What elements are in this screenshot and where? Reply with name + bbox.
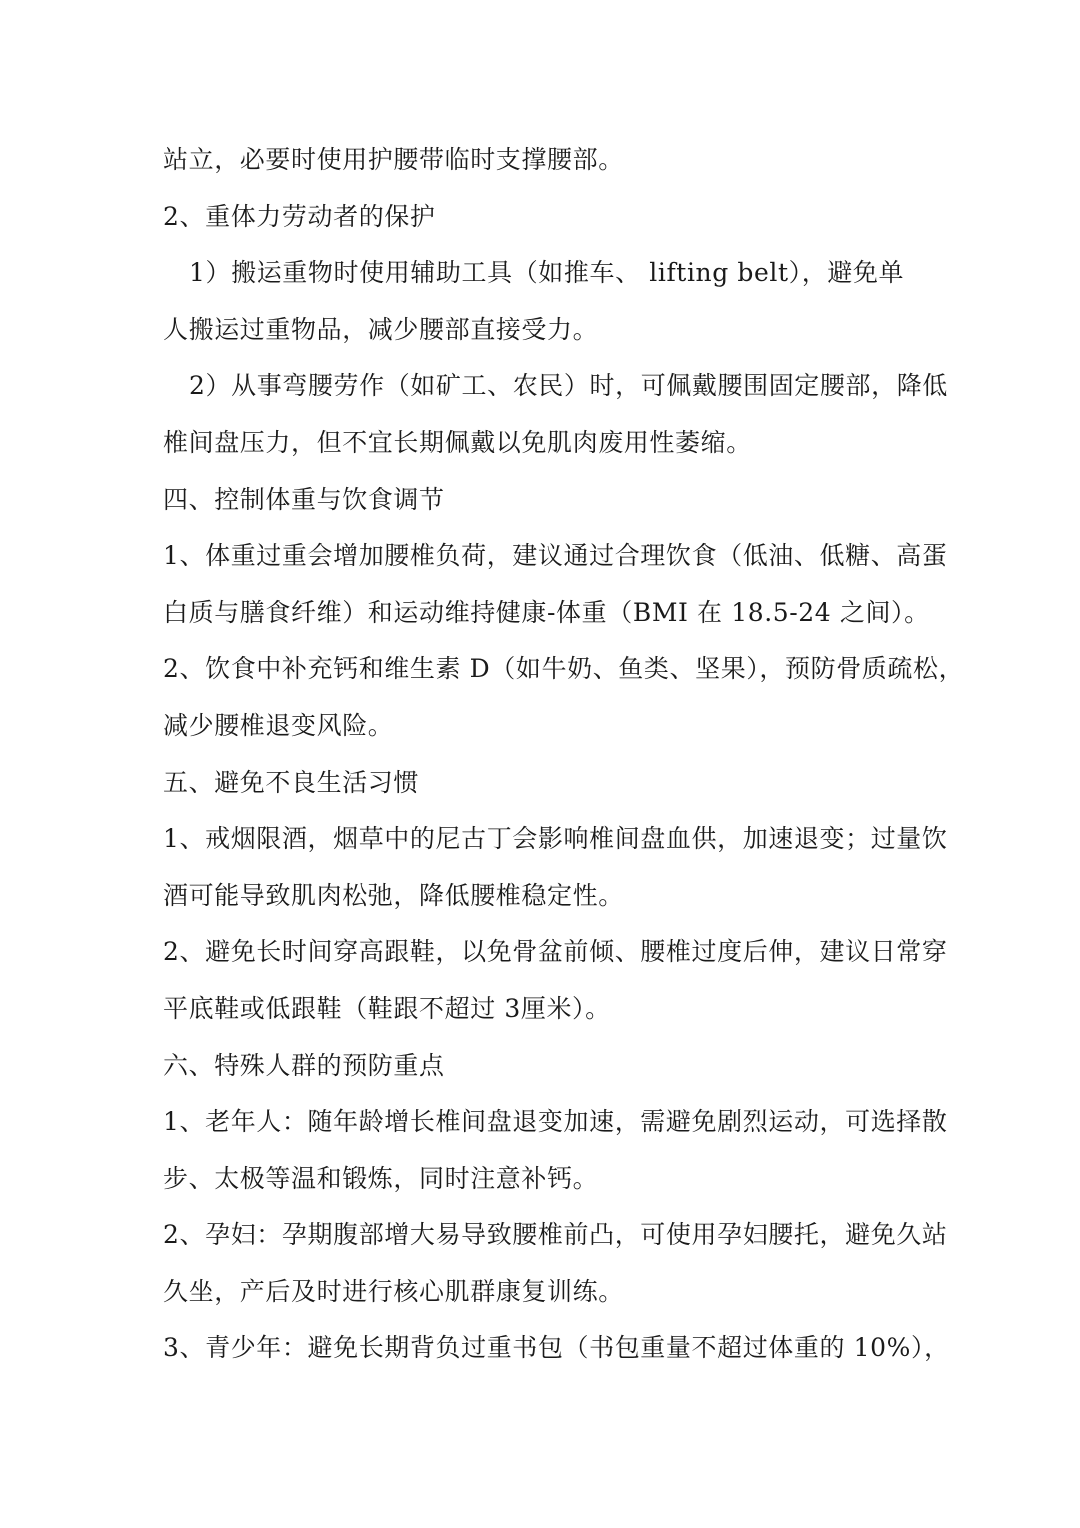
text-line-15: 2、避免长时间穿高跟鞋，以免骨盆前倾、腰椎过度后伸，建议日常穿 — [163, 937, 948, 967]
section-heading-weight-diet: 四、控制体重与饮食调节 — [163, 484, 445, 514]
text-line-10: 2、饮食中补充钙和维生素 D（如牛奶、鱼类、坚果），预防骨质疏松， — [163, 654, 965, 684]
section-heading-special-groups: 六、特殊人群的预防重点 — [163, 1050, 445, 1080]
text-line-20: 2、孕妇：孕期腹部增大易导致腰椎前凸，可使用孕妇腰托，避免久站 — [163, 1220, 948, 1250]
section-heading-heavy-labor: 2、重体力劳动者的保护 — [163, 201, 436, 231]
text-line-22: 3、青少年：避免长期背负过重书包（书包重量不超过体重的 10%）， — [163, 1333, 950, 1363]
section-heading-bad-habits: 五、避免不良生活习惯 — [163, 767, 420, 797]
text-line-8: 1、体重过重会增加腰椎负荷，建议通过合理饮食（低油、低糖、高蛋 — [163, 541, 948, 571]
text-line-19: 步、太极等温和锻炼，同时注意补钙。 — [163, 1163, 599, 1193]
document-body — [163, 132, 965, 1377]
text-line-9: 白质与膳食纤维）和运动维持健康-体重（BMI 在 18.5-24 之间）。 — [163, 597, 930, 627]
text-line-3: 1）搬运重物时使用辅助工具（如推车、 lifting belt），避免单 — [189, 258, 905, 288]
text-line-16: 平底鞋或低跟鞋（鞋跟不超过 3厘米）。 — [163, 993, 611, 1023]
text-line-13: 1、戒烟限酒，烟草中的尼古丁会影响椎间盘血供，加速退变；过量饮 — [163, 824, 948, 854]
text-line-14: 酒可能导致肌肉松弛，降低腰椎稳定性。 — [163, 880, 624, 910]
text-line-11: 减少腰椎退变风险。 — [163, 710, 394, 740]
text-line-21: 久坐，产后及时进行核心肌群康复训练。 — [163, 1276, 624, 1306]
text-line-18: 1、老年人：随年龄增长椎间盘退变加速，需避免剧烈运动，可选择散 — [163, 1107, 948, 1137]
text-line-6: 椎间盘压力，但不宜长期佩戴以免肌肉废用性萎缩。 — [163, 427, 752, 457]
text-line-1: 站立，必要时使用护腰带临时支撑腰部。 — [163, 145, 624, 174]
text-line-4: 人搬运过重物品，减少腰部直接受力。 — [163, 314, 599, 344]
text-line-5: 2）从事弯腰劳作（如矿工、农民）时，可佩戴腰围固定腰部，降低 — [189, 371, 948, 401]
